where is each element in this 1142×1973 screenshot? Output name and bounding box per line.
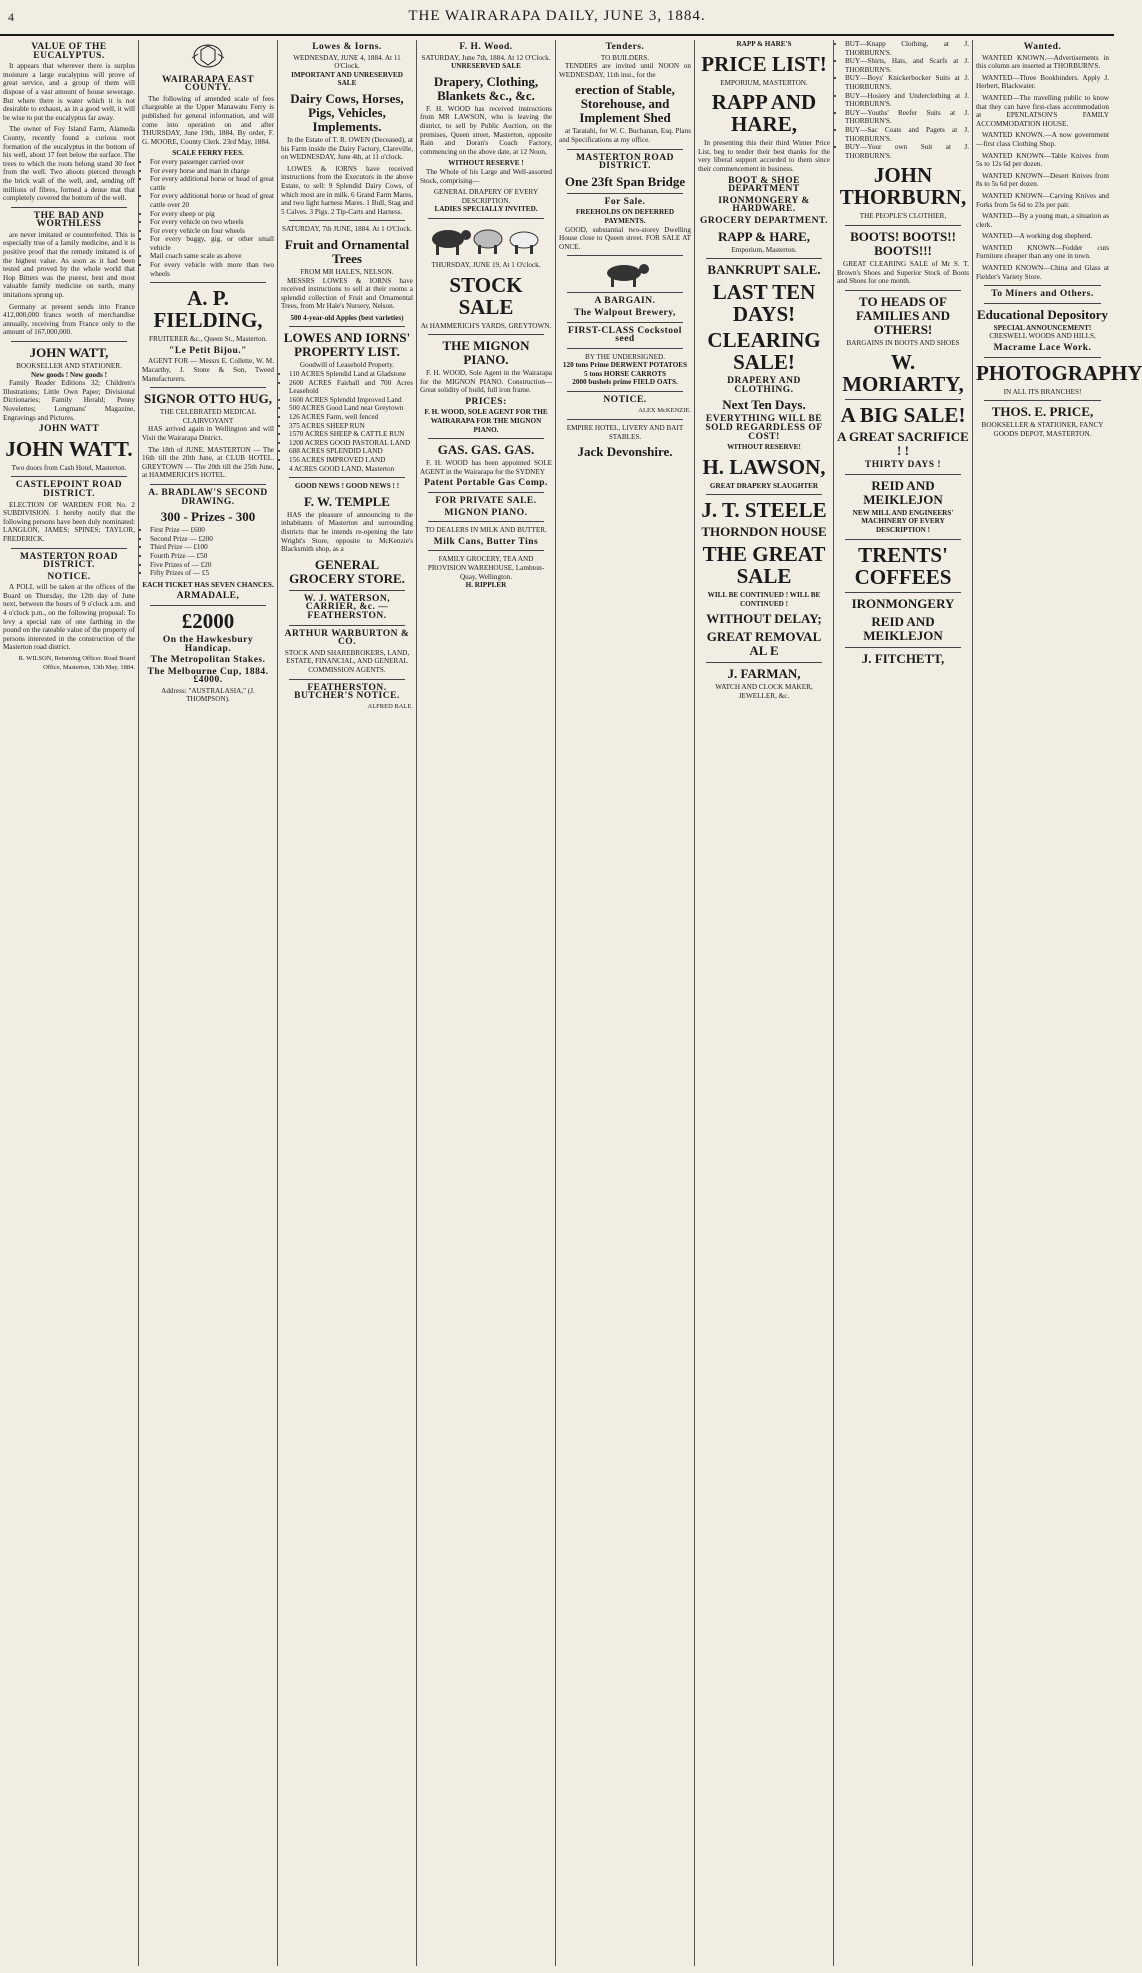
ad-text: The 18th of JUNE. MASTERTON — The 16th till the 20th June, at CLUB HOTEL. GREYTOWN — The 20th till the 25th June, at HAMMERICH'S HOTEL. bbox=[142, 445, 274, 480]
ad-subheading: Goodwill of Leasehold Property. bbox=[299, 361, 395, 370]
ad-heading: A BARGAIN. bbox=[594, 296, 656, 307]
divider bbox=[150, 282, 266, 283]
ad-line: WILL BE CONTINUED ! WILL BE CONTINUED ! bbox=[707, 591, 821, 608]
ad-heading: ARTHUR WARBURTON & CO. bbox=[284, 628, 410, 648]
ad-line: GOOD NEWS ! GOOD NEWS ! ! bbox=[294, 482, 400, 491]
ad-heading-large: CLEARING SALE! bbox=[707, 328, 821, 375]
ad-subheading: WATCH AND CLOCK MAKER, JEWELLER, &c. bbox=[715, 683, 813, 701]
ad-heading: JOHN WATT bbox=[38, 424, 100, 435]
ad-heading: REID AND MEIKLEJON bbox=[863, 477, 943, 507]
ad-line: THURSDAY, JUNE 19, At 1 O'clock. bbox=[431, 260, 541, 269]
column-8 bbox=[973, 40, 1142, 1966]
ad-heading: Fruit and Ornamental Trees bbox=[284, 236, 410, 266]
ad-heading: Drapery, Clothing, Blankets &c., &c. bbox=[433, 73, 539, 103]
divider bbox=[11, 476, 127, 477]
ad-line: GENERAL DRAPERY OF EVERY DESCRIPTION. bbox=[433, 188, 539, 205]
ad-address: Address: "AUSTRALASIA," (J. THOMPSON). bbox=[161, 686, 255, 704]
ad-heading-large: RAPP AND HARE, bbox=[711, 90, 817, 137]
divider bbox=[428, 492, 544, 493]
ad-heading: GREAT REMOVAL AL E bbox=[706, 629, 822, 659]
ad-heading-large: JOHN WATT. bbox=[5, 436, 133, 461]
ad-heading: THIRTY DAYS ! bbox=[864, 460, 942, 471]
notice-heading: MASTERTON ROAD DISTRICT. bbox=[575, 152, 675, 172]
section-heading: Wanted. bbox=[1023, 42, 1062, 52]
list-item: • For every additional horse or head of great cattle bbox=[150, 175, 274, 192]
ad-heading: FEATHERSTON. BUTCHER'S NOTICE. bbox=[294, 682, 400, 702]
list-item: • BUY—Your own Suit at J. THORBURN'S. bbox=[845, 143, 969, 160]
divider bbox=[984, 400, 1101, 401]
ad-line: TO DEALERS IN MILK AND BUTTER. bbox=[425, 526, 547, 535]
list-item: • 1570 ACRES SHEEP & CATTLE RUN bbox=[289, 430, 413, 439]
ad-line: 5 tons HORSE CARROTS bbox=[583, 369, 667, 378]
section-heading: Tenders. bbox=[605, 42, 645, 52]
ad-line: LADIES SPECIALLY INVITED. bbox=[434, 205, 538, 214]
divider bbox=[428, 334, 544, 335]
divider bbox=[150, 387, 266, 388]
ad-line: RAPP & HARE'S bbox=[736, 40, 792, 48]
ad-subheading: THE PEOPLE'S CLOTHIER, bbox=[859, 212, 947, 221]
ad-heading: GROCERY DEPARTMENT. bbox=[700, 215, 828, 226]
ad-subheading: BOOKSELLER & STATIONER, FANCY GOODS DEPOT, MASTERTON. bbox=[981, 421, 1104, 438]
divider bbox=[845, 539, 961, 540]
list-item: • Third Prize — £100 bbox=[150, 543, 274, 552]
list-item: • For every vehicle on two wheels bbox=[150, 218, 274, 227]
divider bbox=[289, 590, 405, 591]
classified-ad: WANTED—By a young man, a situation as clerk. bbox=[976, 212, 1109, 229]
ad-text: MESSRS LOWES & IORNS have received instructions to sell at their rooms a splendid collection of Fruit and Ornamental Trees, from Mr Hale's Nursery, Nelson. bbox=[281, 276, 413, 311]
ad-line: UNRESERVED SALE bbox=[451, 62, 521, 71]
list-item: • 375 ACRES SHEEP RUN bbox=[289, 422, 413, 431]
ad-heading-large: THE GREAT SALE bbox=[702, 542, 826, 589]
divider bbox=[567, 322, 683, 323]
masthead bbox=[0, 8, 1114, 34]
ad-heading-large: TRENTS' COFFEES bbox=[854, 542, 952, 589]
column-4 bbox=[417, 40, 556, 1966]
divider bbox=[567, 292, 683, 293]
divider bbox=[289, 625, 405, 626]
list-item: • 688 ACRES SPLENDID LAND bbox=[289, 447, 413, 456]
notice-text: A POLL will be taken at the offices of the Board on Thursday, the 12th day of June next, between the hours of 9 o'clock a.m. and 4 o'clock p.m., on the following proposal: To levy a special rate of one farthing in the pound on the rateable value of the property of persons interested in the construction of the Masterton road district. bbox=[3, 583, 135, 652]
divider bbox=[706, 494, 822, 495]
divider bbox=[567, 348, 683, 349]
article-text: are never imitated or counterfeited. This is especially true of a family medicine, and it is positive proof that the remedy imitated is of the highest value. As soon as it had been tested and proved by the whole world that Hop Bitters was the purest, best and most valuable family medicine on earth, many imitations sprung up. bbox=[3, 230, 135, 300]
classified-ad: WANTED KNOWN—Fodder cuts Furniture cheaper than any one in town. bbox=[976, 243, 1109, 261]
signature: ALEX McKENZIE. bbox=[638, 406, 691, 414]
section-heading: For Sale. bbox=[604, 196, 646, 207]
ad-line: H. RIPPLER bbox=[465, 581, 507, 590]
ad-heading: WITHOUT DELAY; bbox=[706, 611, 822, 627]
list-item: • 110 ACRES Splendid Land at Gladstone bbox=[289, 370, 413, 379]
section-heading: To Miners and Others. bbox=[991, 289, 1094, 300]
ad-text: TENDERS are invited until NOON on WEDNESDAY, 11th inst., for the bbox=[559, 62, 691, 79]
list-item: • BUY—Boys' Knickerbocker Suits at J. THORBURN'S. bbox=[845, 74, 969, 91]
ad-line: WEDNESDAY, JUNE 4, 1884. At 11 O'Clock. bbox=[293, 53, 401, 71]
ad-text: The Whole of his Large and Well-assorted Stock, comprising— bbox=[420, 167, 552, 185]
divider bbox=[428, 521, 544, 522]
divider bbox=[11, 341, 127, 342]
classified-ad: WANTED KNOWN—Carving Knives and Forks from 5s 6d to 23s per pair. bbox=[976, 191, 1109, 209]
columns bbox=[0, 40, 1142, 1966]
ad-heading: The Melbourne Cup, 1884. £4000. bbox=[147, 666, 269, 686]
ad-heading: Dairy Cows, Horses, Pigs, Vehicles, Implements. bbox=[290, 90, 404, 134]
column-2 bbox=[139, 40, 278, 1966]
notice-subheading: NOTICE. bbox=[47, 571, 91, 582]
ad-subheading: THE CELEBRATED MEDICAL CLAIRVOYANT bbox=[159, 408, 257, 425]
ad-line: BY THE UNDERSIGNED. bbox=[584, 352, 666, 361]
ad-heading: Macrame Lace Work. bbox=[993, 343, 1092, 354]
column-3 bbox=[278, 40, 417, 1966]
ad-subheading: Emporium, Masterton. bbox=[731, 245, 797, 254]
ad-heading: THE MIGNON PIANO. bbox=[442, 338, 530, 368]
ad-line: NEW MILL AND ENGINEERS' MACHINERY OF EVERY DESCRIPTION ! bbox=[852, 508, 954, 535]
divider bbox=[11, 207, 127, 208]
ad-heading-large: H. LAWSON, bbox=[702, 454, 826, 479]
ad-line: SATURDAY, June 7th, 1884. At 12 O'Clock. bbox=[421, 53, 551, 62]
ad-heading: Jack Devonshire. bbox=[577, 444, 673, 460]
ad-heading: W. J. WATERSON, CARRIER, &c. — FEATHERSTON. bbox=[303, 593, 391, 621]
ad-heading: A GREAT SACRIFICE ! ! bbox=[837, 429, 969, 459]
ad-line: EACH TICKET HAS SEVEN CHANCES. bbox=[142, 580, 274, 589]
ad-heading: SIGNOR OTTO HUG, bbox=[144, 391, 272, 407]
ad-text: F. H. WOOD, Sole Agent in the Wairarapa for the MIGNON PIANO. Construction—Great solidity of build, full iron frame. bbox=[420, 369, 552, 395]
ad-heading: erection of Stable, Storehouse, and Implement Shed bbox=[575, 82, 675, 126]
list-item: • For every sheep or pig bbox=[150, 210, 274, 219]
divider bbox=[567, 419, 683, 420]
auction-heading: F. H. Wood. bbox=[459, 42, 513, 52]
ad-heading: JOHN WATT, bbox=[29, 345, 109, 360]
ad-heading: BOOTS! BOOTS!! BOOTS!!! bbox=[850, 228, 956, 258]
list-item: • 126 ACRES Farm, well fenced bbox=[289, 413, 413, 422]
ad-heading: IRONMONGERY bbox=[851, 595, 955, 611]
divider bbox=[984, 357, 1101, 358]
divider bbox=[984, 285, 1101, 286]
divider bbox=[150, 605, 266, 606]
ad-heading: THOS. E. PRICE, bbox=[991, 404, 1094, 420]
divider bbox=[428, 218, 544, 219]
ad-heading: On the Hawkesbury Handicap. bbox=[162, 634, 254, 654]
list-item: • BUY—Sac Coats and Pagets at J. THORBURN'S. bbox=[845, 126, 969, 143]
ad-heading: REID AND MEIKLEJON bbox=[863, 613, 943, 643]
divider bbox=[845, 647, 961, 648]
notice-heading: NOTICE. bbox=[603, 395, 647, 406]
ad-line: 2000 bushels prime FIELD OATS. bbox=[572, 378, 678, 387]
ad-heading-large: JOHN THORBURN, bbox=[839, 163, 967, 210]
divider bbox=[567, 255, 683, 256]
ad-heading-large: PRICE LIST! bbox=[701, 51, 827, 76]
divider bbox=[11, 548, 127, 549]
classified-ad: WANTED—The travelling public to know that they can have first-class accommodation at EPENLATSON'S FAMILY ACCOMMODATION HOUSE. bbox=[976, 93, 1109, 128]
ad-heading: F. W. TEMPLE bbox=[304, 493, 390, 509]
list-item: • 1600 ACRES Splendid Improved Land bbox=[289, 396, 413, 405]
page-number: 4 bbox=[8, 10, 15, 24]
divider bbox=[845, 474, 961, 475]
divider bbox=[845, 225, 961, 226]
divider bbox=[428, 550, 544, 551]
ad-heading-large: J. T. STEELE bbox=[701, 498, 827, 523]
ad-heading: J. FARMAN, bbox=[727, 666, 801, 682]
ad-heading: GAS. GAS. GAS. bbox=[437, 442, 535, 458]
ad-subheading: CRESWELL WOODS AND HILLS, bbox=[989, 332, 1096, 341]
ad-line: F. H. WOOD, SOLE AGENT FOR THE WAIRARAPA FOR THE MIGNON PIANO. bbox=[424, 408, 548, 434]
ad-heading: One 23ft Span Bridge bbox=[564, 173, 686, 189]
coat-of-arms-icon bbox=[142, 40, 274, 73]
ad-heading: TO HEADS OF FAMILIES AND OTHERS! bbox=[855, 293, 951, 337]
prize-list bbox=[142, 526, 274, 578]
ad-heading: "Le Petit Bijou." bbox=[169, 345, 247, 356]
ad-line: EMPIRE HOTEL, LIVERY AND BAIT STABLES. bbox=[566, 424, 684, 441]
table-title: SCALE FERRY FEES. bbox=[172, 149, 244, 158]
divider bbox=[428, 438, 544, 439]
bull-illustration-icon bbox=[600, 260, 650, 288]
list-item: • Second Prize — £200 bbox=[150, 535, 274, 544]
classified-ad: WANTED KNOWN.—A now government—first class Clothing Shop. bbox=[976, 131, 1109, 148]
ad-heading-large: LAST TEN DAYS! bbox=[712, 280, 816, 327]
list-item: • Mail coach same scale as above bbox=[150, 252, 274, 261]
divider bbox=[567, 193, 683, 194]
ad-line: SPECIAL ANNOUNCEMENT! bbox=[993, 323, 1092, 332]
ad-line: 120 tons Prime DERWENT POTATOES bbox=[562, 361, 688, 370]
list-item: • 4 ACRES GOOD LAND, Masterton bbox=[289, 465, 413, 474]
ad-heading: RAPP & HARE, bbox=[717, 228, 811, 244]
ad-text: In presenting this their third Winter Price List, beg to tender their best thanks for the very liberal support accorded to them since their commencement in business. bbox=[698, 139, 830, 173]
ad-heading: PRICES: bbox=[465, 396, 507, 407]
list-item: • 2600 ACRES Fairhall and 700 Acres Leasehold bbox=[289, 379, 413, 396]
list-item: • For every passenger carried over bbox=[150, 158, 274, 167]
ad-address: Two doors from Cash Hotel, Masterton. bbox=[11, 463, 127, 472]
column-5 bbox=[556, 40, 695, 1966]
classified-ad: WANTED KNOWN—Table Knives from 5s to 12s 6d per dozen. bbox=[976, 151, 1109, 169]
masthead-rule bbox=[0, 34, 1114, 36]
notice-text: ELECTION OF WARDEN FOR No. 2 SUBDIVISION. I hereby notify that the following persons have been duly nominated: LANGLON, JAMES; SPINES; TAYLOR, FREDERICK. bbox=[3, 500, 135, 543]
ad-heading: THORNDON HOUSE bbox=[701, 524, 827, 540]
classified-ad: WANTED KNOWN—China and Glass at Fielder's Variety Store. bbox=[976, 264, 1109, 281]
ad-heading: Milk Cans, Butter Tins bbox=[433, 536, 539, 547]
ad-text: F. H. WOOD has been appointed SOLE AGENT in the Wairarapa for the SYDNEY bbox=[420, 459, 552, 476]
ad-heading-large: A BIG SALE! bbox=[840, 403, 966, 428]
list-item: • For every vehicle with more than two wheels bbox=[150, 261, 274, 278]
ad-heading-large: PHOTOGRAPHY bbox=[976, 360, 1142, 385]
divider bbox=[845, 290, 961, 291]
ad-heading-large: A. P. FIELDING, bbox=[153, 286, 263, 333]
classified-ad: WANTED—Three Bookbinders. Apply J. Herbert, Blackwater. bbox=[976, 73, 1109, 91]
classified-ad: WANTED KNOWN.—Advertisements in this column are inserted at THORBURN'S. bbox=[976, 53, 1109, 71]
list-item: • Fourth Prize — £50 bbox=[150, 552, 274, 561]
ad-text: F. H. WOOD has received instructions from MR LAWSON, who is leaving the district, to sell by Public Auction, on the premises, Queen street, Masterton, opposite Rain and Doran's Coach Factory, commencing on the above date, at 12 Noon, bbox=[420, 104, 552, 156]
article-text: It appears that wherever there is surplus moisture a large eucalyptus will prove of great service, and a group of them will dispose of a vast amount of house sewerage. But where there is water which it is not desirable to exhaust, as in a good well, it will be wise to put the eucalyptus far away. bbox=[3, 62, 135, 122]
divider bbox=[289, 679, 405, 680]
property-list bbox=[281, 370, 413, 473]
ad-line: IMPORTANT AND UNRESERVED SALE bbox=[291, 70, 403, 88]
signature: ALFRED BALE. bbox=[367, 702, 413, 710]
column-6 bbox=[695, 40, 834, 1966]
list-item: • BUY—Shirts, Hats, and Scarfs at J. THORBURN'S. bbox=[845, 57, 969, 74]
divider bbox=[150, 484, 266, 485]
ad-heading: BOOT & SHOE DEPARTMENT bbox=[728, 175, 800, 195]
ad-heading: GENERAL GROCERY STORE. bbox=[289, 556, 405, 586]
divider bbox=[289, 326, 405, 327]
auction-heading: Lowes & Iorns. bbox=[312, 42, 382, 52]
divider bbox=[567, 149, 683, 150]
ad-text: at Taratahi, for W. C. Buchanan, Esq. Plans and Specifications at my office. bbox=[559, 127, 691, 144]
ad-text: HAS arrived again in Wellington and will Visit the Wairarapa District. bbox=[142, 425, 274, 442]
list-item: • 500 ACRES Good Land near Greytown bbox=[289, 404, 413, 413]
ad-heading: The Metropolitan Stakes. bbox=[150, 655, 266, 666]
ad-heading-large: STOCK SALE bbox=[449, 272, 523, 319]
list-item: • Fifty Prizes of — £5 bbox=[150, 569, 274, 578]
ad-subheading: At HAMMERICH'S YARDS, GREYTOWN. bbox=[420, 321, 552, 330]
signature: R. WILSON, Returning Officer. Road Board Office, Masterton, 13th May, 1884. bbox=[18, 655, 135, 671]
notice-heading: MASTERTON ROAD DISTRICT. bbox=[19, 551, 119, 571]
ad-text: AGENT FOR — Messrs E. Collette, W. M. Macarthy, J. Stone & Son, Tweed Manufacturers. bbox=[142, 357, 274, 383]
ad-text: HAS the pleasure of announcing to the inhabitants of Masterton and surrounding districts that he intends re-opening the late Wright's Store, opposite to McKenzie's Blacksmith shop, as a bbox=[281, 510, 413, 554]
list-item: • 1200 ACRES GOOD PASTORAL LAND bbox=[289, 439, 413, 448]
list-item: • Five Prizes of — £20 bbox=[150, 561, 274, 570]
list-item: • BUY—Youths' Reefer Suits at J. THORBURN'S. bbox=[845, 109, 969, 126]
ad-subheading: EMPORIUM, MASTERTON. bbox=[720, 78, 808, 87]
ad-text: LOWES & IORNS have received instructions from the Executors in the above Estate, to sell: 9 Splendid Dairy Cows, of which most are in milk. 6 Grand Farm Mares, and two light harness Mares. 1 Bull, Stag and 5 Calves. 3 Pigs. 2 Tip-Carts and Harness. bbox=[281, 164, 413, 216]
ad-line: FAMILY GROCERY, TEA AND PROVISION WAREHOUSE, Lambton-Quay, Wellington. bbox=[427, 555, 545, 581]
ad-heading: EVERYTHING WILL BE SOLD REGARDLESS OF COST! bbox=[705, 414, 823, 442]
list-item: • For every horse and man in charge bbox=[150, 167, 274, 176]
article-text: Germany at present sends into France 412,000,000 francs worth of merchandise annually, receiving from France only to the amount of 167,000,000. bbox=[3, 302, 135, 337]
divider bbox=[567, 391, 683, 392]
notice-heading: WAIRARAPA EAST COUNTY. bbox=[161, 74, 255, 94]
ad-heading: FIRST-CLASS Cockstool seed bbox=[568, 325, 682, 345]
ad-text: GREAT CLEARING SALE of Mr S. T. Brown's Shoes and Superior Stock of Boots and Shoes for one month. bbox=[837, 259, 969, 286]
divider bbox=[706, 662, 822, 663]
ad-heading: LOWES AND IORNS' PROPERTY LIST. bbox=[283, 330, 411, 360]
ad-heading: MIGNON PIANO. bbox=[444, 507, 528, 518]
ad-subheading: STOCK AND SHAREBROKERS, LAND, ESTATE, FINANCIAL, AND GENERAL COMMISSION AGENTS. bbox=[284, 648, 410, 674]
ad-line: SATURDAY, 7th JUNE, 1884. At 1 O'Clock. bbox=[282, 225, 412, 234]
newspaper-title: THE WAIRARAPA DAILY, JUNE 3, 1884. bbox=[408, 8, 706, 24]
notice-heading: CASTLEPOINT ROAD DISTRICT. bbox=[15, 480, 123, 499]
notice-text: The following of amended scale of fees chargeable at the Upper Manawatu Ferry is published for general information, and will come into operation on and after THURSDAY, June 19th, 1884. By order, F. G. MOORE, County Clerk. 23rd May, 1884. bbox=[142, 94, 274, 146]
ad-heading: Patent Portable Gas Comp. bbox=[424, 478, 548, 489]
ad-line: New goods ! New goods ! bbox=[30, 370, 108, 379]
ad-heading: The Walpout Brewery, bbox=[574, 307, 676, 318]
ad-line: FREEHOLDS ON DEFERRED PAYMENTS. bbox=[575, 208, 675, 225]
classified-ad: WANTED—A working dog shepherd. bbox=[982, 232, 1093, 241]
divider bbox=[706, 258, 822, 259]
divider bbox=[984, 303, 1101, 304]
list-item: • For every additional horse or head of great cattle over 20 bbox=[150, 192, 274, 209]
divider bbox=[845, 399, 961, 400]
ad-heading-large: W. MORIARTY, bbox=[842, 350, 964, 397]
list-item: • First Prize — £600 bbox=[150, 526, 274, 535]
divider bbox=[289, 220, 405, 221]
ad-heading: IRONMONGERY & HARDWARE. bbox=[718, 195, 810, 215]
ad-heading-large: £2000 bbox=[181, 608, 235, 633]
ad-line: WITHOUT RESERVE ! bbox=[448, 159, 524, 168]
column-7 bbox=[834, 40, 973, 1966]
column-1 bbox=[0, 40, 139, 1966]
ad-heading: Educational Depository bbox=[976, 306, 1109, 322]
ad-heading: FOR PRIVATE SALE. bbox=[435, 496, 537, 507]
divider bbox=[289, 477, 405, 478]
list-item: • For every buggy, gig, or other small vehicle bbox=[150, 235, 274, 252]
ad-subheading: BOOKSELLER AND STATIONER. bbox=[16, 362, 122, 370]
ad-line: WITHOUT RESERVE! bbox=[727, 443, 801, 452]
ad-subheading: FRUITERER &c., Queen St., Masterton. bbox=[149, 335, 267, 344]
list-item: • For every vehicle on four wheels bbox=[150, 227, 274, 236]
list-item: • 156 ACRES IMPROVED LAND bbox=[289, 456, 413, 465]
ad-subheading: IN ALL ITS BRANCHES! bbox=[1003, 387, 1082, 396]
ad-text: GOOD, substantial two-storey Dwelling House close to Queen street. FOR SALE AT ONCE. bbox=[559, 225, 691, 251]
ad-heading: Next Ten Days. bbox=[722, 397, 806, 413]
ad-text: Family Reader Editions 32; Children's Illustrations; Little Own Paper; Divisional Dictionaries; Family Herald; Penny Novelettes; Longmans' Magazine, Engravings and Pictures. bbox=[3, 379, 135, 422]
classified-ad: WANTED KNOWN—Desert Knives from 8s to 5s 6d per dozen. bbox=[976, 171, 1109, 189]
ad-heading: ARMADALE, bbox=[176, 591, 240, 602]
list-item: • BUT—Knapp Clothing, at J. THORBURN'S. bbox=[845, 40, 969, 57]
ad-subheading: FROM MR HALE'S, NELSON. bbox=[300, 267, 394, 276]
fee-list bbox=[142, 158, 274, 278]
ad-text: In the Estate of T. R. OWEN (Deceased), at his Farm inside the Dairy Factory, Clareville, on WEDNESDAY, June 4th, at 11 o'clock. bbox=[281, 135, 413, 162]
ad-subheading: BARGAINS IN BOOTS AND SHOES bbox=[846, 338, 960, 347]
divider bbox=[845, 592, 961, 593]
thorburn-list bbox=[837, 40, 969, 160]
livestock-illustration-icon bbox=[426, 223, 546, 257]
ad-line: GREAT DRAPERY SLAUGHTER bbox=[709, 481, 819, 490]
ad-heading: BANKRUPT SALE. bbox=[707, 262, 821, 278]
article-heading: VALUE OF THE EUCALYPTUS. bbox=[31, 42, 107, 61]
ad-heading: J. FITCHETT, bbox=[861, 650, 945, 666]
ad-heading: A. BRADLAW'S SECOND DRAWING. bbox=[148, 487, 268, 507]
article-text: The owner of Foy Island Farm, Alameda County, recently found a curious root formation of the eucalyptus in the bottom of his well, about 17 feet below the surface. The trees to which the roots belong stand 30 feet from the well. Two ahoots pierced through the brick wall of the well, and, sending off millions of fibres, formed a dense mat that completely covered the bottom of the well. bbox=[3, 125, 135, 203]
ad-subheading: TO BUILDERS. bbox=[600, 53, 650, 62]
list-item: • BUY—Hosiery and Underclothing at J. THORBURN'S. bbox=[845, 92, 969, 109]
article-heading: THE BAD AND WORTHLESS bbox=[33, 210, 105, 230]
ad-heading: DRAPERY AND CLOTHING. bbox=[727, 376, 801, 395]
ad-line: 500 4-year-old Apples (best varieties) bbox=[290, 313, 404, 322]
ad-heading: 300 - Prizes - 300 bbox=[160, 509, 256, 525]
